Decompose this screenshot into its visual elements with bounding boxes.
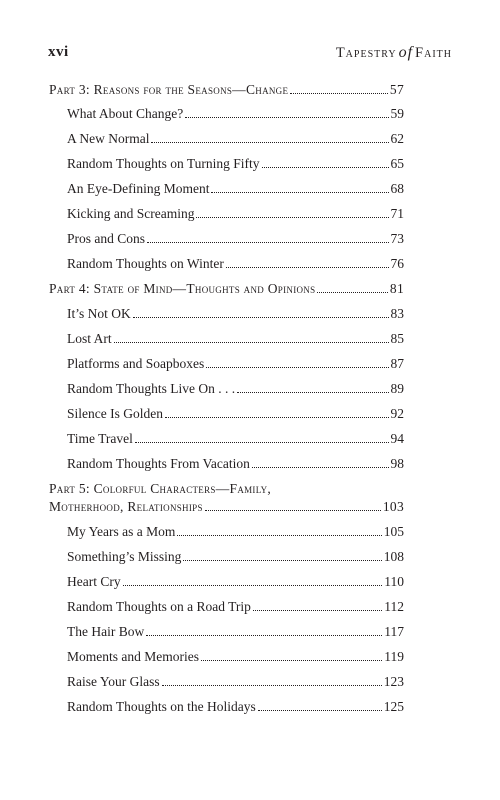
toc-part-4 bbox=[49, 281, 404, 297]
toc-page-number: 83 bbox=[390, 306, 404, 321]
dot-leader bbox=[114, 341, 389, 343]
toc-entry-title: My Years as a Mom bbox=[67, 524, 176, 539]
toc-entry bbox=[67, 306, 404, 322]
page-number: xvi bbox=[48, 44, 69, 60]
toc-entry-title: Silence Is Golden bbox=[67, 406, 163, 421]
toc-page-number: 117 bbox=[384, 624, 404, 639]
toc-page-number: 108 bbox=[383, 549, 404, 564]
toc-page-number: 103 bbox=[382, 499, 404, 514]
dot-leader bbox=[206, 366, 388, 368]
running-head-faith: Faith bbox=[415, 45, 452, 61]
dot-leader bbox=[123, 584, 383, 586]
toc-entry-title: Random Thoughts on a Road Trip bbox=[67, 599, 251, 614]
toc-part-5-line1: Part 5: Colorful Characters—Family, bbox=[49, 481, 272, 496]
toc-entry-title: Random Thoughts on Turning Fifty bbox=[67, 156, 260, 171]
toc-entry bbox=[67, 674, 404, 690]
toc-entry bbox=[67, 574, 404, 590]
running-head-of: of bbox=[398, 44, 414, 61]
toc-entry bbox=[67, 649, 404, 665]
toc-entry-title: Random Thoughts From Vacation bbox=[67, 456, 250, 471]
toc-entry-title: An Eye-Defining Moment bbox=[67, 181, 210, 196]
dot-leader bbox=[252, 466, 389, 468]
toc-part-title: Motherhood, Relationships bbox=[49, 499, 203, 514]
toc-page-number: 65 bbox=[390, 156, 404, 171]
toc-entry bbox=[67, 699, 404, 715]
toc-entry-title: Time Travel bbox=[67, 431, 133, 446]
toc-entry bbox=[67, 456, 404, 472]
dot-leader bbox=[133, 316, 389, 318]
dot-leader bbox=[201, 659, 382, 661]
dot-leader bbox=[151, 141, 388, 143]
toc-entry-title: The Hair Bow bbox=[67, 624, 145, 639]
toc-page-number: 57 bbox=[389, 82, 404, 97]
dot-leader bbox=[205, 509, 381, 511]
toc-page-number: 87 bbox=[390, 356, 404, 371]
toc-entry bbox=[67, 599, 404, 615]
toc-entry-title: Something’s Missing bbox=[67, 549, 182, 564]
toc-entry-title: Lost Art bbox=[67, 331, 112, 346]
dot-leader bbox=[147, 241, 388, 243]
toc-page-number: 94 bbox=[390, 431, 404, 446]
toc-entry-title: Pros and Cons bbox=[67, 231, 146, 246]
toc-entry bbox=[67, 356, 404, 372]
dot-leader bbox=[165, 416, 389, 418]
dot-leader bbox=[253, 609, 382, 611]
dot-leader bbox=[262, 166, 389, 168]
toc-entry-title: Random Thoughts on the Holidays bbox=[67, 699, 256, 714]
toc-entry bbox=[67, 181, 404, 197]
dot-leader bbox=[258, 709, 382, 711]
toc-page-number: 68 bbox=[390, 181, 404, 196]
toc-entry bbox=[67, 431, 404, 447]
dot-leader bbox=[146, 634, 382, 636]
toc-page-number: 92 bbox=[390, 406, 404, 421]
dot-leader bbox=[290, 92, 388, 94]
toc-entry-title: Random Thoughts on Winter bbox=[67, 256, 224, 271]
toc-part-5 bbox=[49, 499, 404, 515]
toc-page-number: 105 bbox=[383, 524, 404, 539]
toc-page-number: 62 bbox=[390, 131, 404, 146]
toc-page-number: 71 bbox=[390, 206, 404, 221]
toc-entry-title: Heart Cry bbox=[67, 574, 121, 589]
toc-page-number: 125 bbox=[383, 699, 404, 714]
dot-leader bbox=[135, 441, 389, 443]
toc-page-number: 85 bbox=[390, 331, 404, 346]
dot-leader bbox=[185, 116, 388, 118]
dot-leader bbox=[226, 266, 389, 268]
toc-entry bbox=[67, 624, 404, 640]
toc-entry-title: It’s Not OK bbox=[67, 306, 131, 321]
toc-entry-title: A New Normal bbox=[67, 131, 150, 146]
toc-entry bbox=[67, 206, 404, 222]
toc-page-number: 110 bbox=[384, 574, 404, 589]
toc-page-number: 112 bbox=[384, 599, 404, 614]
toc-entry bbox=[67, 106, 404, 122]
toc-page-number: 89 bbox=[390, 381, 404, 396]
toc-entry-title: Platforms and Soapboxes bbox=[67, 356, 205, 371]
toc-page-number: 59 bbox=[390, 106, 404, 121]
toc-entry bbox=[67, 406, 404, 422]
toc-page-number: 119 bbox=[384, 649, 404, 664]
dot-leader bbox=[177, 534, 381, 536]
dot-leader bbox=[162, 684, 382, 686]
toc-entry bbox=[67, 156, 404, 172]
toc-page-number: 73 bbox=[390, 231, 404, 246]
toc-entry-title: Kicking and Screaming bbox=[67, 206, 195, 221]
toc-page-number: 98 bbox=[390, 456, 404, 471]
dot-leader bbox=[196, 216, 388, 218]
toc-entry-title: Random Thoughts Live On . . . bbox=[67, 381, 236, 396]
running-head-tapestry: Tapestry bbox=[335, 45, 397, 61]
toc-entry-title: What About Change? bbox=[67, 106, 184, 121]
toc-entry-title: Raise Your Glass bbox=[67, 674, 160, 689]
toc-entry-title: Moments and Memories bbox=[67, 649, 199, 664]
toc-entry bbox=[67, 131, 404, 147]
toc-entry bbox=[67, 524, 404, 540]
toc-part-title: Part 3: Reasons for the Seasons—Change bbox=[49, 82, 289, 97]
toc-entry bbox=[67, 256, 404, 272]
toc-entry bbox=[67, 381, 404, 397]
dot-leader bbox=[237, 391, 388, 393]
toc-page-number: 81 bbox=[389, 281, 404, 296]
toc-entry bbox=[67, 549, 404, 565]
dot-leader bbox=[317, 291, 387, 293]
toc-page-number: 76 bbox=[390, 256, 404, 271]
dot-leader bbox=[183, 559, 381, 561]
toc-entry bbox=[67, 231, 404, 247]
toc-part-3 bbox=[49, 82, 404, 98]
running-head bbox=[336, 44, 452, 62]
toc-entry bbox=[67, 331, 404, 347]
toc-part-title: Part 4: State of Mind—Thoughts and Opinions bbox=[49, 281, 316, 296]
toc-page-number: 123 bbox=[383, 674, 404, 689]
dot-leader bbox=[211, 191, 388, 193]
